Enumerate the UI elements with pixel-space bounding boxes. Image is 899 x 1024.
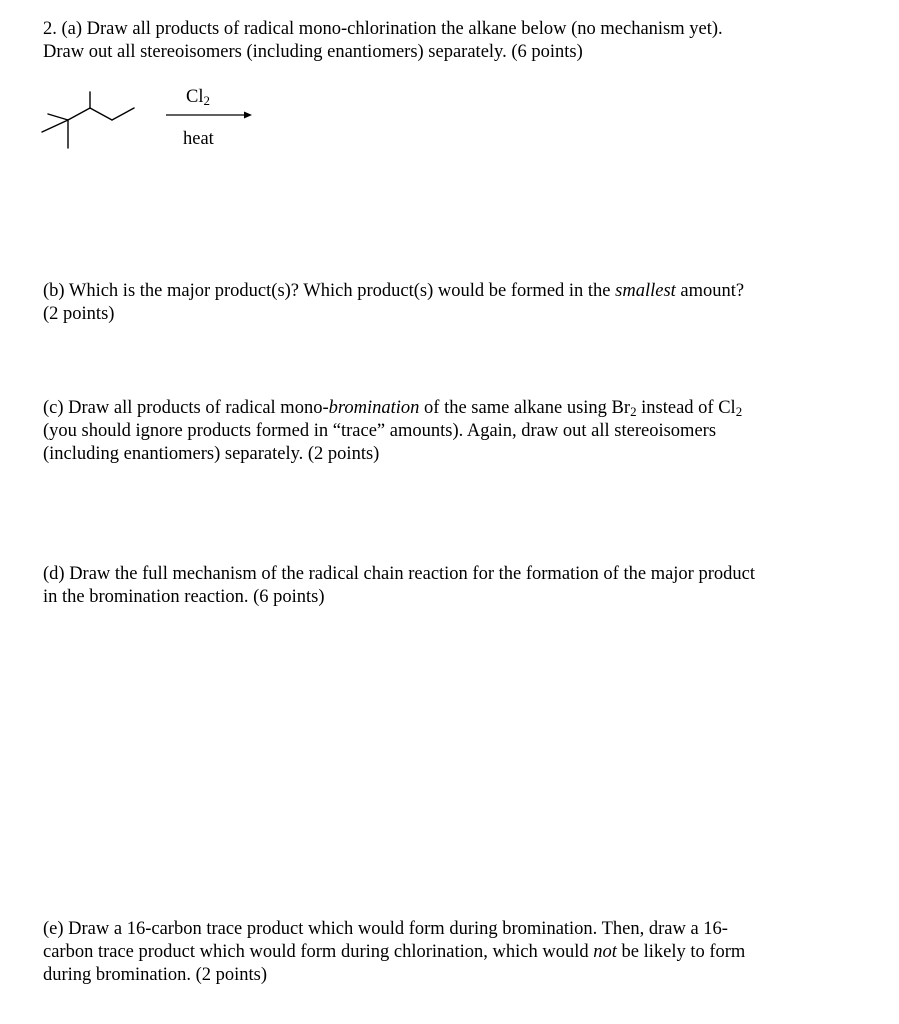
question-c-line1: (c) Draw all products of radical mono-bromination of the same alkane using $Br_2$ instead of $Cl_2$	[43, 398, 743, 419]
bond	[68, 108, 90, 120]
question-c	[43, 397, 883, 466]
emphasis-smallest: smallest	[615, 281, 676, 301]
bond	[112, 108, 134, 120]
question-c-line3: (including enantiomers) separately. (2 points)	[43, 444, 380, 464]
question-a-line2: Draw out all stereoisomers (including enantiomers) separately. (6 points)	[43, 42, 583, 62]
reagent-cl2: $Cl_2$	[186, 87, 210, 108]
question-d-line1: (d) Draw the full mechanism of the radical chain reaction for the formation of the major product	[43, 564, 755, 584]
question-e-line2: carbon trace product which would form during chlorination, which would not be likely to form	[43, 942, 746, 962]
question-b	[43, 280, 883, 326]
reaction-arrow	[166, 109, 252, 121]
bond	[90, 108, 112, 120]
emphasis-not: not	[593, 942, 617, 962]
question-a-line1: 2. (a) Draw all products of radical mono-chlorination the alkane below (no mechanism yet).	[43, 19, 723, 39]
bond	[42, 120, 68, 132]
question-b-line1: (b) Which is the major product(s)? Which product(s) would be formed in the smallest amount?	[43, 281, 745, 301]
question-c-line2: (you should ignore products formed in “trace” amounts). Again, draw out all stereoisomers	[43, 421, 717, 441]
alkane-skeletal-structure	[38, 90, 138, 160]
bond	[48, 114, 68, 120]
question-e-line1: (e) Draw a 16-carbon trace product which would form during bromination. Then, draw a 16-	[43, 919, 728, 939]
question-b-line2: (2 points)	[43, 304, 115, 324]
question-d	[43, 563, 883, 609]
question-d-line2: in the bromination reaction. (6 points)	[43, 587, 325, 607]
reagent-heat: heat	[183, 129, 214, 149]
question-e-line3: during bromination. (2 points)	[43, 965, 268, 985]
emphasis-bromination: bromination	[328, 398, 420, 418]
reaction-scheme	[38, 84, 278, 164]
question-a	[43, 18, 883, 64]
question-e	[43, 918, 883, 987]
